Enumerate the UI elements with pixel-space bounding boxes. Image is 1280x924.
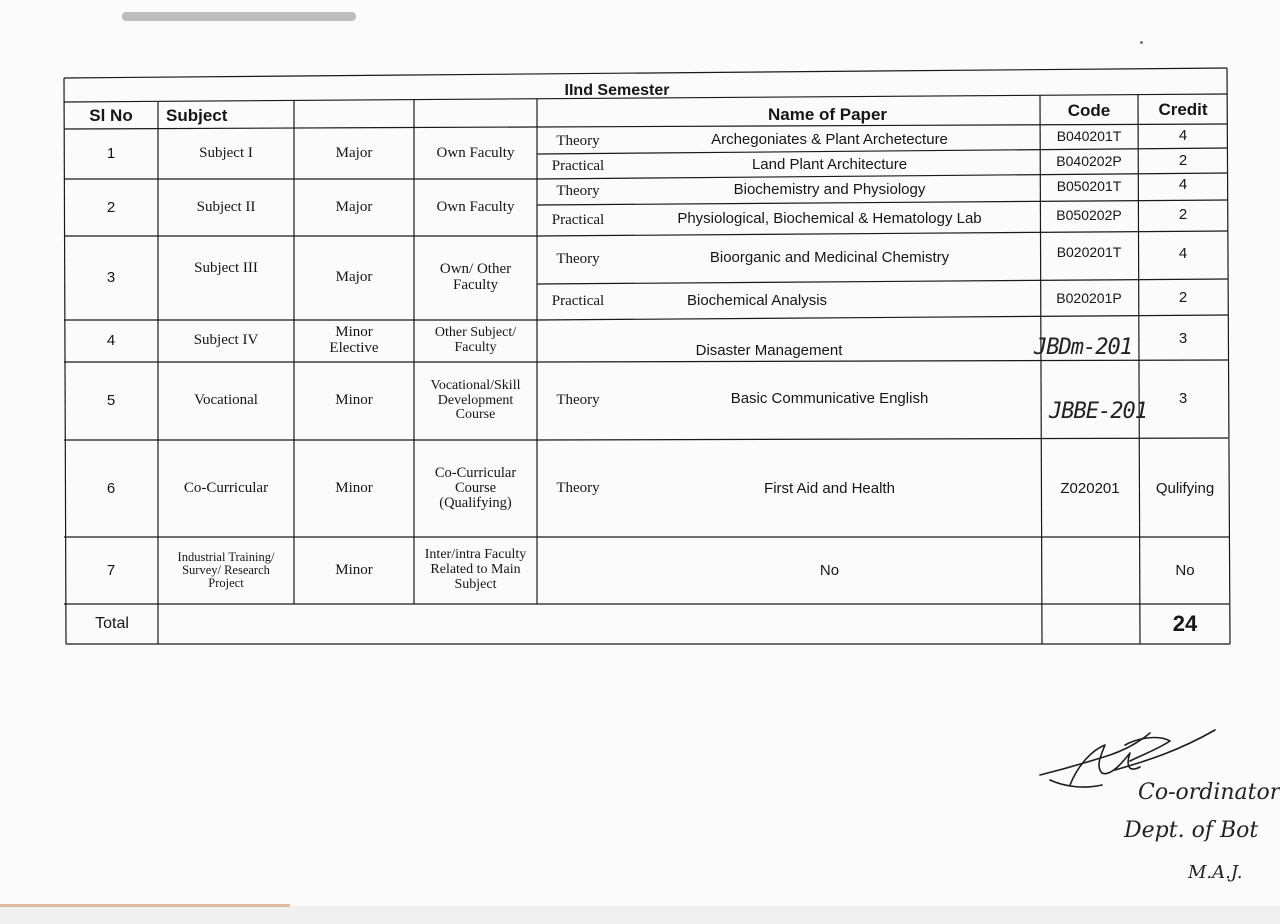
paper-name: Physiological, Biochemical & Hematology Lab [677,209,982,227]
row-faculty: Inter/intra Faculty Related to Main Subject [424,547,527,592]
paper-credit: 2 [1178,151,1188,169]
total-value: 24 [1172,611,1198,637]
row-subject: Subject II [196,198,256,215]
row-type: Minor [335,479,373,496]
row-type: Major [335,269,373,286]
row-sl-no: 2 [106,198,116,216]
row-sl-no: 1 [106,145,116,163]
row-sl-no: 3 [106,269,116,287]
signature-line-coordinator: Co-ordinator [1138,780,1280,805]
paper-code: B050201T [1056,177,1122,194]
paper-kind: Theory [556,132,600,149]
paper-code: B020201T [1056,244,1122,260]
paper-code: B040201T [1056,128,1122,145]
paper-name: Archegoniates & Plant Archetecture [711,130,948,148]
semester-title: IInd Semester [564,81,670,99]
row-type: Minor Elective [329,324,379,356]
handwritten-paper-code: JBDm-201 [1034,335,1132,361]
bottom-scan-line [0,904,290,907]
paper-kind: Theory [556,183,600,200]
row-type: Major [335,145,373,162]
paper-kind: Practical [551,157,605,174]
row-subject: Co-Curricular [183,479,269,496]
paper-credit: 4 [1178,176,1188,194]
paper-code: B040202P [1056,153,1122,170]
row-sl-no: 6 [106,479,116,497]
row-faculty: Vocational/Skill Development Course [430,377,521,423]
bottom-page-edge [0,906,1280,924]
paper-name: Disaster Management [695,342,843,360]
row-sl-no: 4 [106,332,116,350]
signature-line-initials: M.A.J. [1188,862,1243,883]
row-faculty: Own Faculty [436,198,515,215]
header-credit: Credit [1158,99,1208,119]
paper-code: Z020201 [1060,479,1120,497]
paper-name: First Aid and Health [764,479,895,497]
paper-kind: Theory [556,251,600,268]
row-subject: Industrial Training/ Survey/ Research Project [177,549,275,591]
paper-kind: Practical [551,211,605,228]
paper-credit: 4 [1178,245,1188,262]
paper-name: No [819,561,840,579]
paper-credit: 2 [1178,289,1188,307]
row-faculty: Own/ Other Faculty [439,261,512,293]
paper-name: Basic Communicative English [730,390,929,407]
paper-kind: Practical [551,293,605,310]
row-faculty: Co-Curricular Course (Qualifying) [434,464,517,512]
paper-credit: No [1175,561,1195,579]
row-type: Major [335,198,373,215]
paper-kind: Theory [556,392,600,409]
total-label: Total [95,614,129,632]
header-sl-no: Sl No [89,105,133,125]
paper-credit: 3 [1178,330,1188,348]
paper-credit: 4 [1178,126,1188,144]
paper-credit: 3 [1178,390,1188,408]
paper-code: B050202P [1056,207,1122,224]
paper-kind: Theory [556,479,600,496]
row-subject: Subject I [199,145,253,162]
paper-credit: Qulifying [1155,479,1215,497]
row-faculty: Other Subject/ Faculty [434,325,517,355]
row-sl-no: 5 [106,392,116,410]
row-subject: Vocational [194,392,258,409]
paper-name: Biochemistry and Physiology [733,181,926,199]
paper-name: Bioorganic and Medicinal Chemistry [709,249,950,267]
signature-line-department: Dept. of Bot [1124,818,1259,843]
header-code: Code [1067,100,1111,120]
handwritten-paper-code: JBBE-201 [1049,399,1147,425]
row-type: Minor [335,561,373,578]
paper-code: B020201P [1056,289,1122,306]
header-subject: Subject [166,105,228,125]
paper-credit: 2 [1178,205,1188,223]
paper-name: Biochemical Analysis [687,292,828,310]
paper-name: Land Plant Architecture [751,155,908,173]
row-subject: Subject III [194,260,258,277]
header-name-of-paper: Name of Paper [767,104,888,124]
row-sl-no: 7 [106,561,116,579]
row-faculty: Own Faculty [436,145,515,162]
row-type: Minor [335,392,373,409]
row-subject: Subject IV [193,332,259,349]
